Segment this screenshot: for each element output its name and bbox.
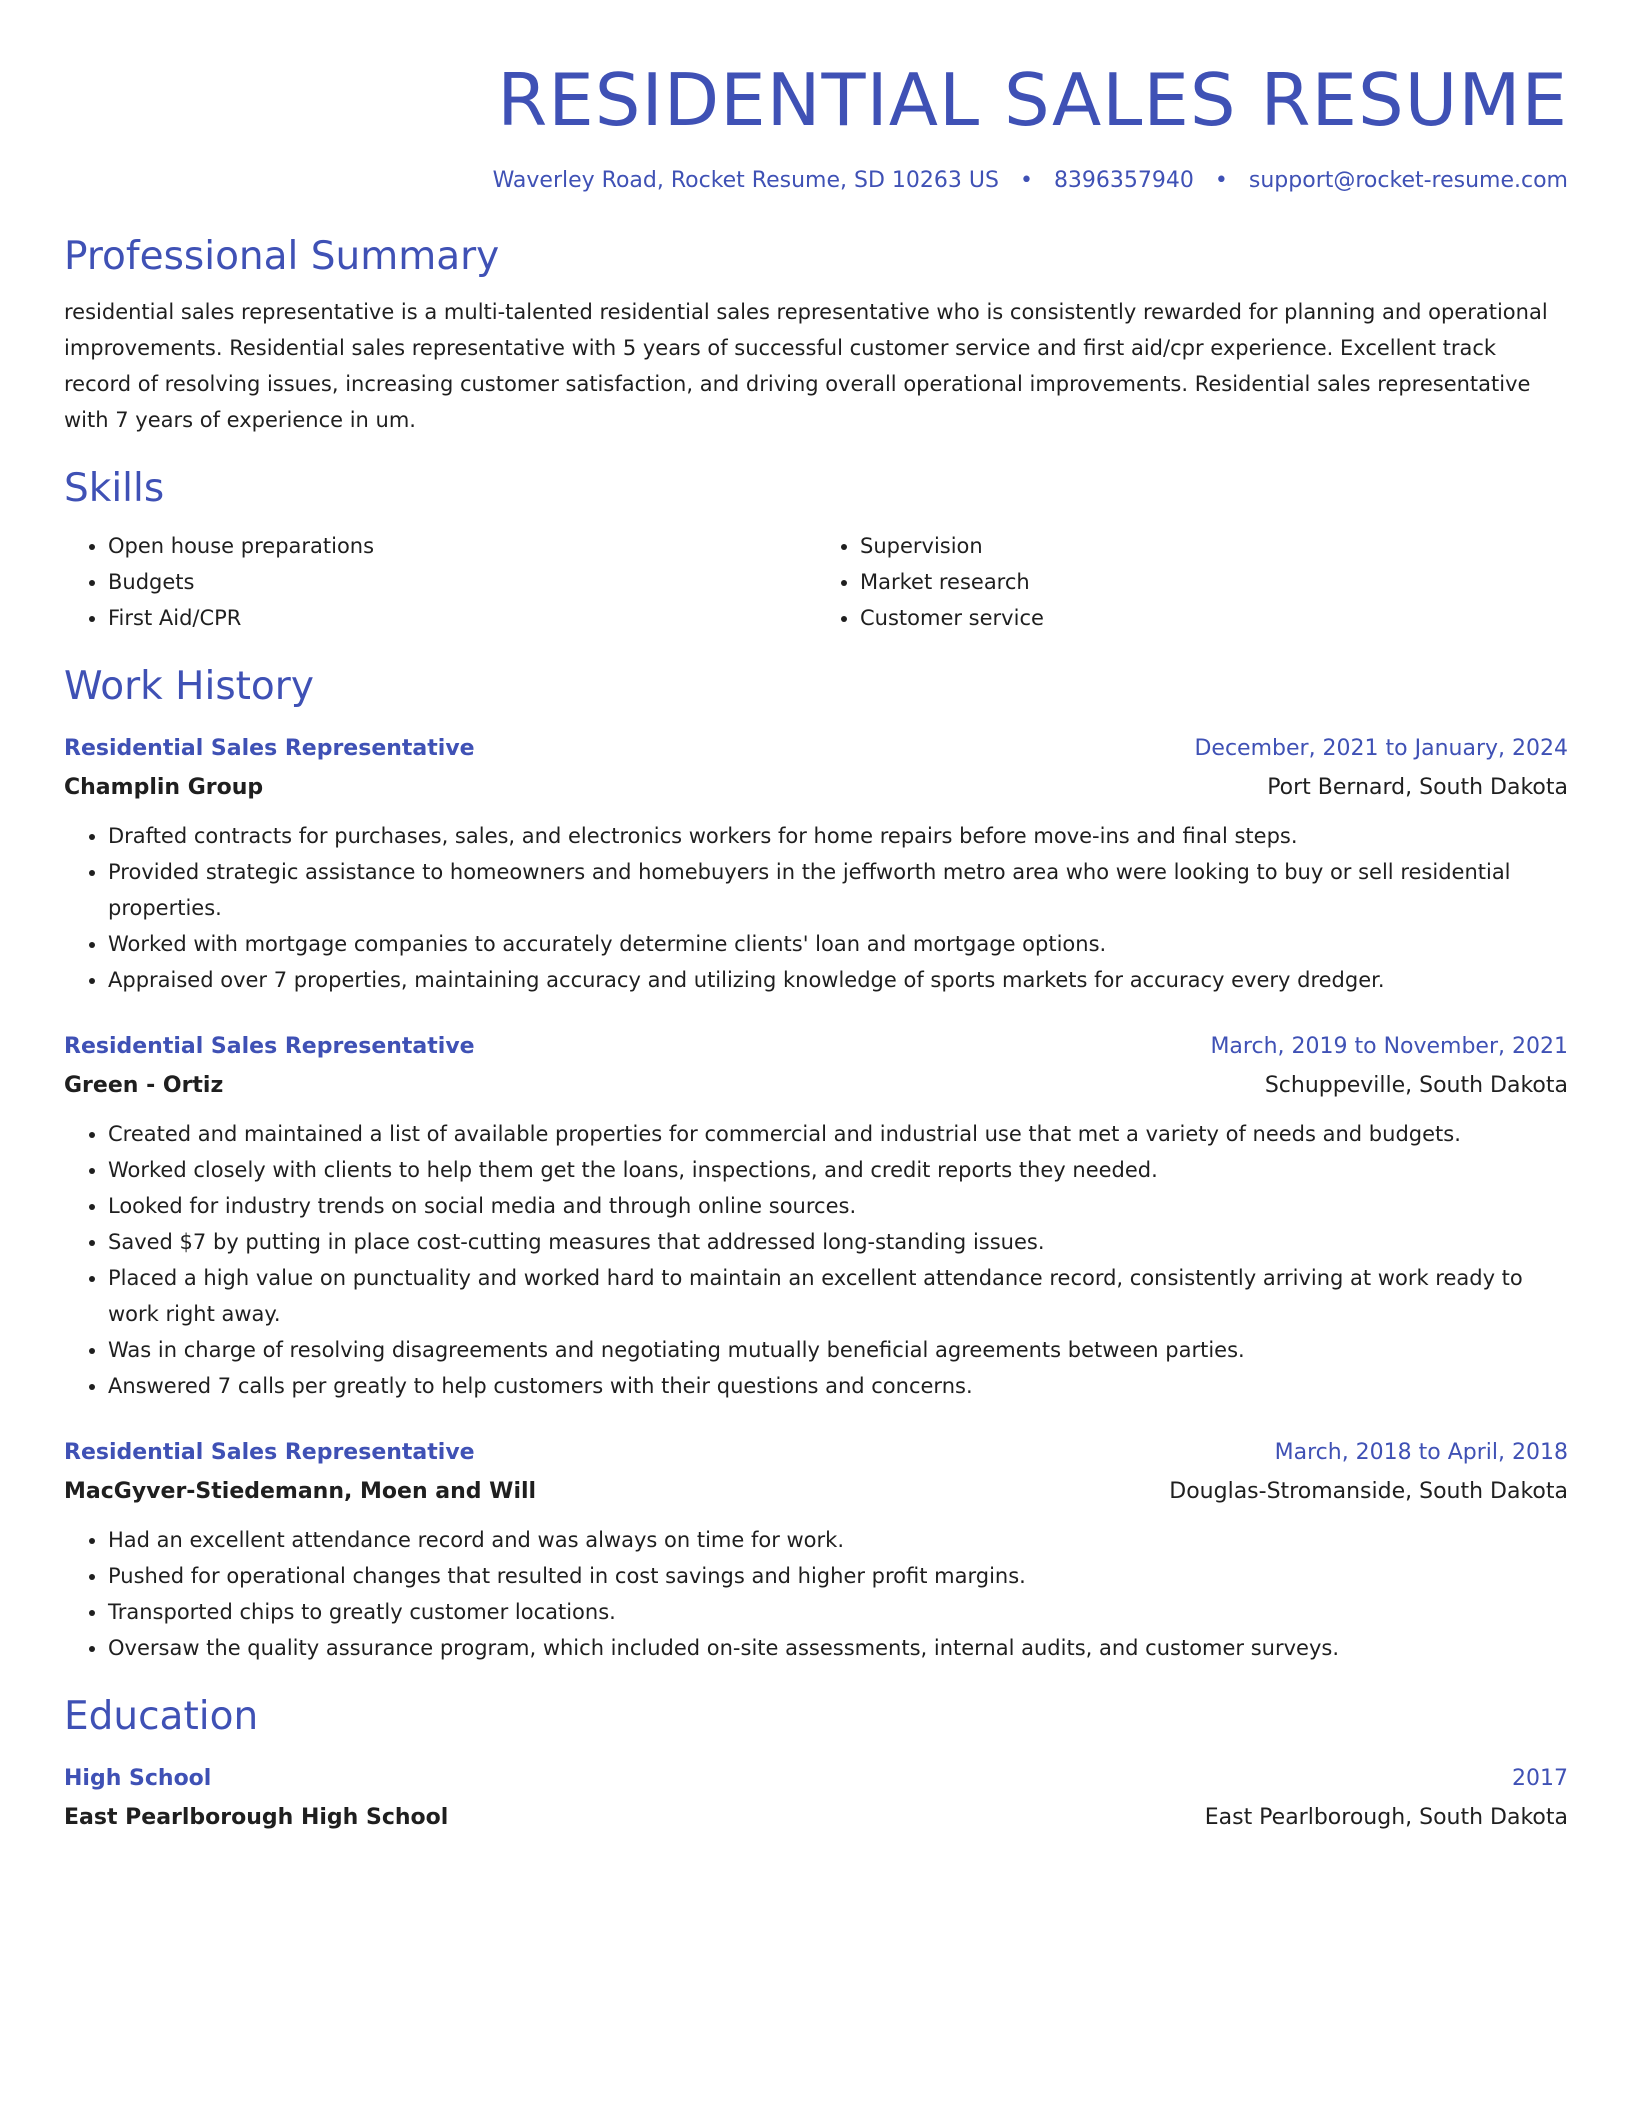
job-location: Douglas-Stromanside, South Dakota — [1169, 1479, 1568, 1504]
job-bullet: • Oversaw the quality assurance program, which included on-site assessments, internal audits, and customer surveys. — [108, 1630, 1568, 1666]
skill-item: • Market research — [860, 564, 1568, 600]
contact-email[interactable]: support@rocket-resume.com — [1248, 168, 1568, 193]
job-bullet: • Saved $7 by putting in place cost-cutting measures that addressed long-standing issues. — [108, 1224, 1568, 1260]
job-header-row — [64, 730, 1568, 768]
resume-title: RESIDENTIAL SALES RESUME — [497, 58, 1568, 142]
job-dates: March, 2018 to April, 2018 — [1274, 1440, 1568, 1465]
job-bullet: • Looked for industry trends on social media and through online sources. — [108, 1188, 1568, 1224]
contact-line — [64, 166, 1568, 196]
contact-phone: 8396357940 — [1053, 168, 1194, 193]
education-header-row — [64, 1760, 1568, 1798]
job-title: Residential Sales Representative — [64, 1440, 475, 1465]
resume-header — [64, 54, 1568, 196]
contact-separator: • — [1019, 168, 1033, 193]
job-bullets — [64, 1116, 1568, 1404]
education-school-row — [64, 1798, 1568, 1838]
skills-list — [64, 528, 1568, 636]
skill-item: • Open house preparations — [108, 528, 816, 564]
contact-separator: • — [1214, 168, 1228, 193]
skill-item: • First Aid/CPR — [108, 600, 816, 636]
skill-item: • Budgets — [108, 564, 816, 600]
job-dates: March, 2019 to November, 2021 — [1210, 1034, 1568, 1059]
job-location: Schuppeville, South Dakota — [1264, 1073, 1568, 1098]
education-year: 2017 — [1512, 1766, 1568, 1791]
job-title: Residential Sales Representative — [64, 1034, 475, 1059]
job-bullet: • Created and maintained a list of available properties for commercial and industrial use that met a variety of needs and budgets. — [108, 1116, 1568, 1152]
job-bullets — [64, 1522, 1568, 1666]
job-bullet: • Answered 7 calls per greatly to help customers with their questions and concerns. — [108, 1368, 1568, 1404]
job-entry — [64, 1434, 1568, 1666]
job-company: Champlin Group — [64, 775, 264, 800]
job-entry — [64, 730, 1568, 998]
skill-item: • Supervision — [860, 528, 1568, 564]
job-bullet: • Appraised over 7 properties, maintaining accuracy and utilizing knowledge of sports markets for accuracy every dredger. — [108, 962, 1568, 998]
job-entry — [64, 1028, 1568, 1404]
job-bullet: • Drafted contracts for purchases, sales, and electronics workers for home repairs before move-ins and final steps. — [108, 818, 1568, 854]
job-bullet: • Placed a high value on punctuality and worked hard to maintain an excellent attendance record, consistently arriving at work ready to work right away. — [108, 1260, 1568, 1332]
job-bullet: • Had an excellent attendance record and was always on time for work. — [108, 1522, 1568, 1558]
summary-text: residential sales representative is a multi-talented residential sales representative who is consistently rewarded for planning and operational improvements. Residential sales representative with 5 years of successful customer service and first aid/cpr experience. Excellent track record of resolving issues, increasing customer satisfaction, and driving overall operational improvements. Residential sales representative with 7 years of experience in um. — [64, 300, 1548, 432]
education-location: East Pearlborough, South Dakota — [1204, 1805, 1568, 1830]
summary-heading: Professional Summary — [64, 234, 500, 279]
education-school: East Pearlborough High School — [64, 1805, 449, 1830]
education-degree: High School — [64, 1766, 212, 1791]
education-entry — [64, 1760, 1568, 1838]
job-title: Residential Sales Representative — [64, 736, 475, 761]
job-bullet: • Transported chips to greatly customer locations. — [108, 1594, 1568, 1630]
job-header-row — [64, 1028, 1568, 1066]
job-location: Port Bernard, South Dakota — [1267, 775, 1568, 800]
job-bullet: • Worked closely with clients to help them get the loans, inspections, and credit reports they needed. — [108, 1152, 1568, 1188]
education-heading: Education — [64, 1694, 259, 1739]
job-header-row — [64, 1434, 1568, 1472]
skills-column-left — [64, 528, 816, 636]
job-company: MacGyver-Stiedemann, Moen and Will — [64, 1479, 537, 1504]
job-company-row — [64, 1066, 1568, 1106]
job-company: Green - Ortiz — [64, 1073, 224, 1098]
skill-item: • Customer service — [860, 600, 1568, 636]
job-bullet: • Worked with mortgage companies to accurately determine clients' loan and mortgage options. — [108, 926, 1568, 962]
job-dates: December, 2021 to January, 2024 — [1194, 736, 1568, 761]
job-bullet: • Provided strategic assistance to homeowners and homebuyers in the jeffworth metro area who were looking to buy or sell residential properties. — [108, 854, 1568, 926]
skills-heading: Skills — [64, 466, 165, 511]
job-company-row — [64, 1472, 1568, 1512]
work-history-heading: Work History — [64, 664, 314, 709]
job-bullets — [64, 818, 1568, 998]
skills-column-right — [816, 528, 1568, 636]
job-company-row — [64, 768, 1568, 808]
job-bullet: • Pushed for operational changes that resulted in cost savings and higher profit margins. — [108, 1558, 1568, 1594]
contact-address: Waverley Road, Rocket Resume, SD 10263 US — [492, 168, 999, 193]
job-bullet: • Was in charge of resolving disagreements and negotiating mutually beneficial agreements between parties. — [108, 1332, 1568, 1368]
